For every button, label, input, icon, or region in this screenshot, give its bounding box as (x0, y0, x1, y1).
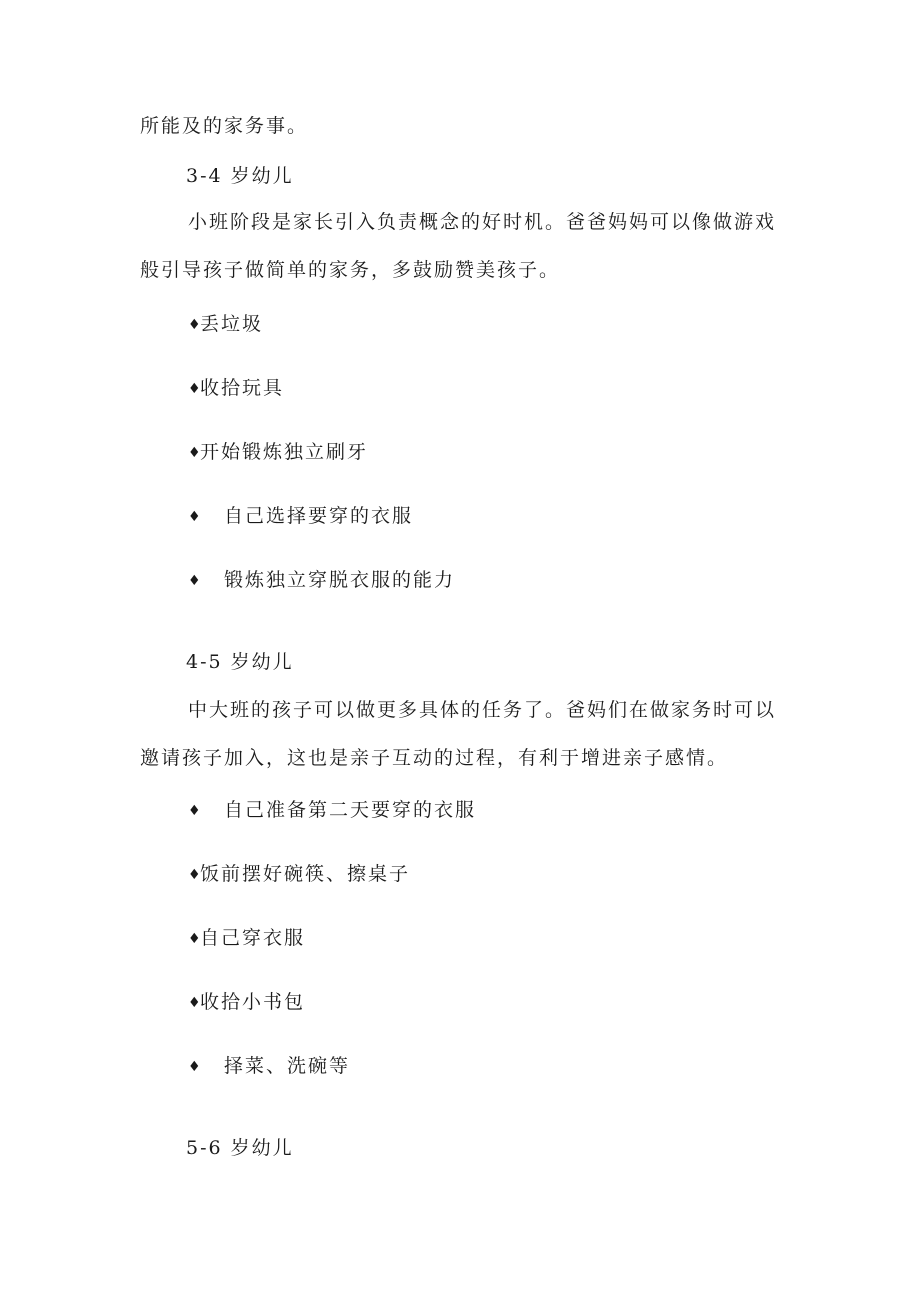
diamond-bullet-icon: ♦ (188, 317, 201, 333)
diamond-bullet-icon: ♦ (188, 995, 201, 1011)
list-item (188, 862, 410, 887)
diamond-bullet-icon: ♦ (188, 931, 201, 947)
list-item-text: 收拾小书包 (200, 991, 306, 1013)
section-4-5-paragraph-line1: 中大班的孩子可以做更多具体的任务了。爸妈们在做家务时可以 (188, 699, 777, 721)
section-3-4-paragraph-line1: 小班阶段是家长引入负责概念的好时机。爸爸妈妈可以像做游戏 (188, 211, 777, 233)
list-item-text: 锻炼独立穿脱衣服的能力 (224, 569, 456, 591)
section-heading-3-4: 3-4 岁幼儿 (186, 165, 294, 187)
list-item (188, 1054, 350, 1079)
diamond-bullet-icon: ♦ (188, 509, 201, 525)
list-item (188, 376, 284, 401)
list-item-text: 收拾玩具 (200, 377, 285, 399)
list-item-text: 丢垃圾 (200, 313, 264, 335)
section-heading-5-6: 5-6 岁幼儿 (186, 1137, 294, 1159)
list-item (188, 312, 263, 337)
diamond-bullet-icon: ♦ (188, 445, 201, 461)
list-item (188, 440, 368, 465)
diamond-bullet-icon: ♦ (188, 803, 201, 819)
list-item-text: 自己选择要穿的衣服 (224, 505, 414, 527)
list-item-text: 自己穿衣服 (200, 927, 306, 949)
list-item (188, 504, 413, 529)
list-item (188, 798, 476, 823)
section-heading-4-5: 4-5 岁幼儿 (186, 651, 294, 673)
list-item (188, 990, 305, 1015)
list-item (188, 926, 305, 951)
intro-tail-text: 所能及的家务事。 (140, 115, 309, 137)
list-item-text: 开始锻炼独立刷牙 (200, 441, 369, 463)
diamond-bullet-icon: ♦ (188, 573, 201, 589)
section-3-4-paragraph-line2: 般引导孩子做简单的家务，多鼓励赞美孩子。 (140, 259, 561, 281)
section-4-5-paragraph-line2: 邀请孩子加入，这也是亲子互动的过程，有利于增进亲子感情。 (140, 747, 729, 769)
diamond-bullet-icon: ♦ (188, 381, 201, 397)
diamond-bullet-icon: ♦ (188, 1059, 201, 1075)
list-item-text: 自己准备第二天要穿的衣服 (224, 799, 477, 821)
list-item-text: 饭前摆好碗筷、擦桌子 (200, 863, 411, 885)
list-item-text: 择菜、洗碗等 (224, 1055, 351, 1077)
list-item (188, 568, 455, 593)
diamond-bullet-icon: ♦ (188, 867, 201, 883)
